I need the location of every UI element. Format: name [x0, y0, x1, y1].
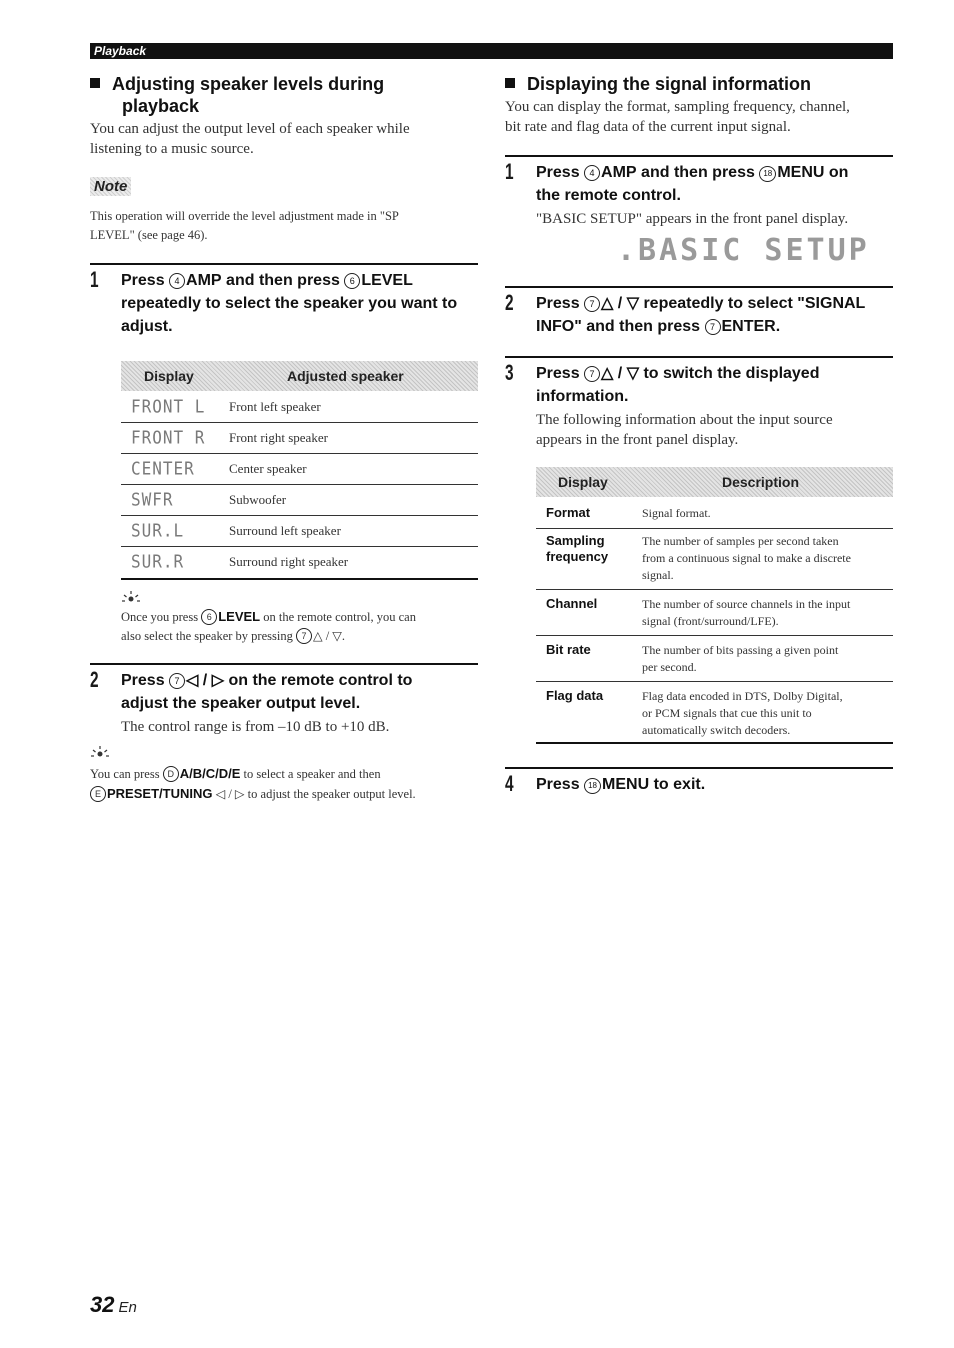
tip-2-text: You can press D A/B/C/D/E to select a speaker and then E PRESET/TUNING ◁ / ▷ to adjust the speaker output level. [90, 766, 416, 801]
button-7-icon: 7 [584, 366, 600, 382]
table-row: Sampling frequency The number of samples per second taken from a continuous signal to make a discrete signal. [536, 528, 893, 590]
left-intro: You can adjust the output level of each speaker while listening to a music source. [90, 121, 410, 157]
table-row: FRONT R Front right speaker [121, 422, 478, 454]
page-language: En [118, 1299, 137, 1316]
table-row: SUR.R Surround right speaker [121, 546, 478, 580]
button-18-icon: 18 [759, 166, 776, 182]
button-d-icon: D [163, 766, 179, 782]
table-row: Channel The number of source channels in the input signal (front/surround/LFE). [536, 589, 893, 636]
table-row: Flag data Flag data encoded in DTS, Dolby Digital, or PCM signals that cue this unit to automatically switch decoders. [536, 681, 893, 744]
button-4-icon: 4 [584, 165, 600, 181]
left-step-1: 1 Press 4 AMP and then press 6 LEVEL repeatedly to select the speaker you want to adjust. [90, 263, 478, 345]
bullet-square-icon [90, 78, 100, 88]
button-7-icon: 7 [584, 296, 600, 312]
note-text: This operation will override the level adjustment made in "SP LEVEL" (see page 46). [90, 209, 399, 242]
button-18-icon: 18 [584, 778, 601, 794]
right-intro: You can display the format, sampling frequency, channel, bit rate and flag data of the current input signal. [505, 99, 850, 135]
button-4-icon: 4 [169, 273, 185, 289]
page-footer [90, 1292, 137, 1318]
table-row: SWFR Subwoofer [121, 484, 478, 516]
button-7-icon: 7 [705, 319, 721, 335]
section-header-bar [90, 43, 893, 59]
front-panel-display: .BASIC SETUP [617, 233, 870, 268]
table-row: SUR.L Surround left speaker [121, 515, 478, 547]
button-7-icon: 7 [296, 628, 312, 644]
table-row: Bit rate The number of bits passing a given point per second. [536, 635, 893, 682]
right-step-2: 2 Press 7 △ / ▽ repeatedly to select "SIGNAL INFO" and then press 7 ENTER. [505, 286, 893, 344]
right-step-4: 4 Press 18 MENU to exit. [505, 767, 893, 805]
signal-table-header: Display Description [536, 467, 893, 497]
table-row: CENTER Center speaker [121, 453, 478, 485]
speaker-table-header: Display Adjusted speaker [121, 361, 478, 391]
right-step-1: 1 Press 4 AMP and then press 18 MENU on the remote control. "BASIC SETUP" appears in the front panel display. .BASIC SETUP [505, 155, 893, 269]
button-6-icon: 6 [344, 273, 360, 289]
hint-icon [90, 745, 110, 759]
page-number: 32 [90, 1292, 115, 1317]
hint-icon [121, 590, 141, 604]
right-heading: Displaying the signal information [505, 73, 811, 95]
button-7-icon: 7 [169, 673, 185, 689]
table-row: FRONT L Front left speaker [121, 391, 478, 423]
bullet-square-icon [505, 78, 515, 88]
left-step-2: 2 Press 7 ◁ / ▷ on the remote control to adjust the speaker output level. The control range is from –10 dB to +10 dB. [90, 663, 478, 745]
table-row: Format Signal format. [536, 497, 893, 529]
button-e-icon: E [90, 786, 106, 802]
tip-1-text: Once you press 6 LEVEL on the remote control, you can also select the speaker by pressing 7 △ / ▽. [121, 609, 416, 643]
right-step-3: 3 Press 7 △ / ▽ to switch the displayed information. The following information about the input source appears in the front panel display. [505, 356, 893, 458]
left-heading: Adjusting speaker levels during playback [90, 73, 384, 117]
button-6-icon: 6 [201, 609, 217, 625]
section-title: Playback [94, 44, 147, 58]
note-badge: Note [90, 177, 131, 196]
